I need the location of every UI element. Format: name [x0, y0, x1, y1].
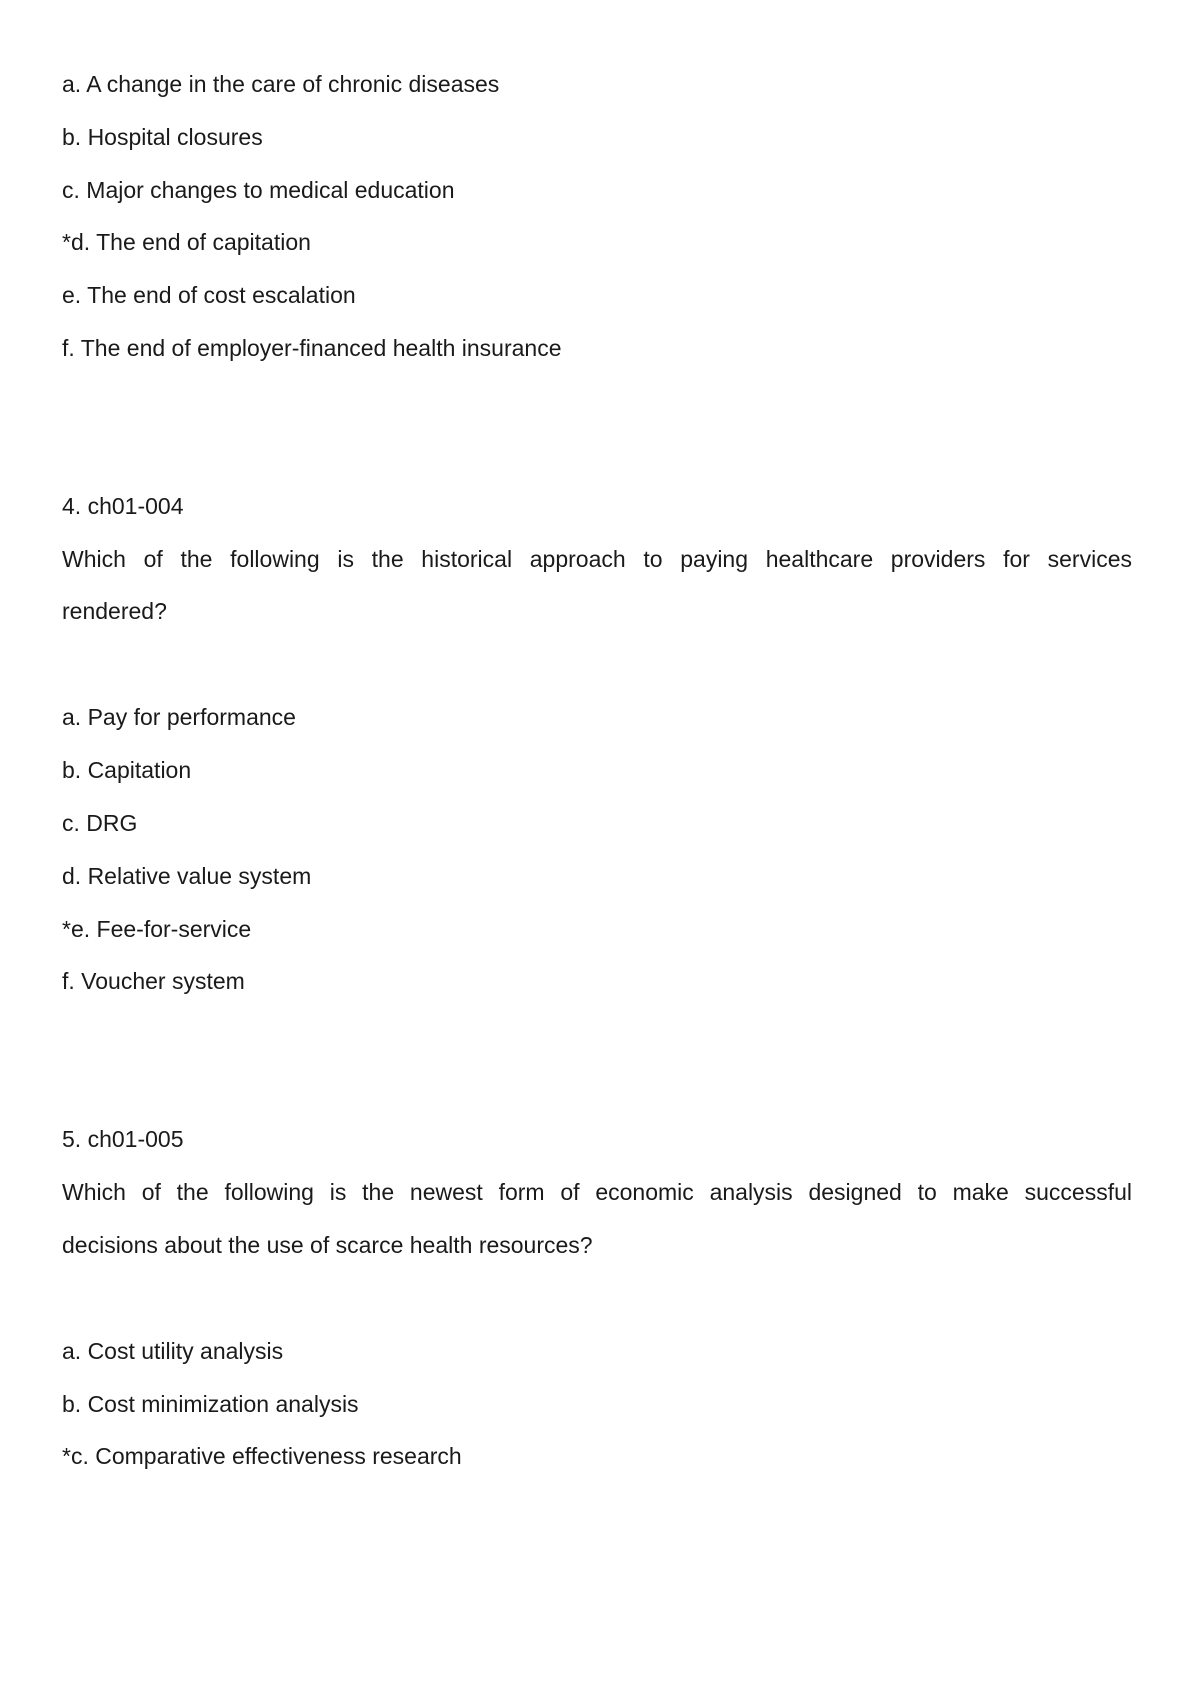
- answer-option: d. Relative value system: [62, 863, 312, 889]
- answer-option: b. Capitation: [62, 757, 192, 783]
- question-stem: Which of the following is the newest form of economic analysis designed to make successful: [62, 1179, 1132, 1205]
- answer-option: b. Cost minimization analysis: [62, 1391, 359, 1417]
- answer-option: e. The end of cost escalation: [62, 282, 356, 308]
- answer-option: a. A change in the care of chronic diseases: [62, 71, 500, 97]
- question-id: 4. ch01-004: [62, 493, 184, 519]
- answer-option: c. DRG: [62, 810, 138, 836]
- question-stem: Which of the following is the historical approach to paying healthcare providers for services: [62, 546, 1132, 572]
- answer-option: f. Voucher system: [62, 968, 245, 994]
- answer-option-correct: *c. Comparative effectiveness research: [62, 1443, 462, 1469]
- question-stem-continued: decisions about the use of scarce health resources?: [62, 1232, 593, 1258]
- question-id: 5. ch01-005: [62, 1126, 184, 1152]
- answer-option: c. Major changes to medical education: [62, 177, 455, 203]
- answer-option-correct: *e. Fee-for-service: [62, 916, 252, 942]
- answer-option: f. The end of employer-financed health insurance: [62, 335, 562, 361]
- answer-option: b. Hospital closures: [62, 124, 263, 150]
- answer-option: a. Cost utility analysis: [62, 1338, 284, 1364]
- answer-option: a. Pay for performance: [62, 704, 296, 730]
- answer-option-correct: *d. The end of capitation: [62, 229, 311, 255]
- question-stem-continued: rendered?: [62, 598, 167, 624]
